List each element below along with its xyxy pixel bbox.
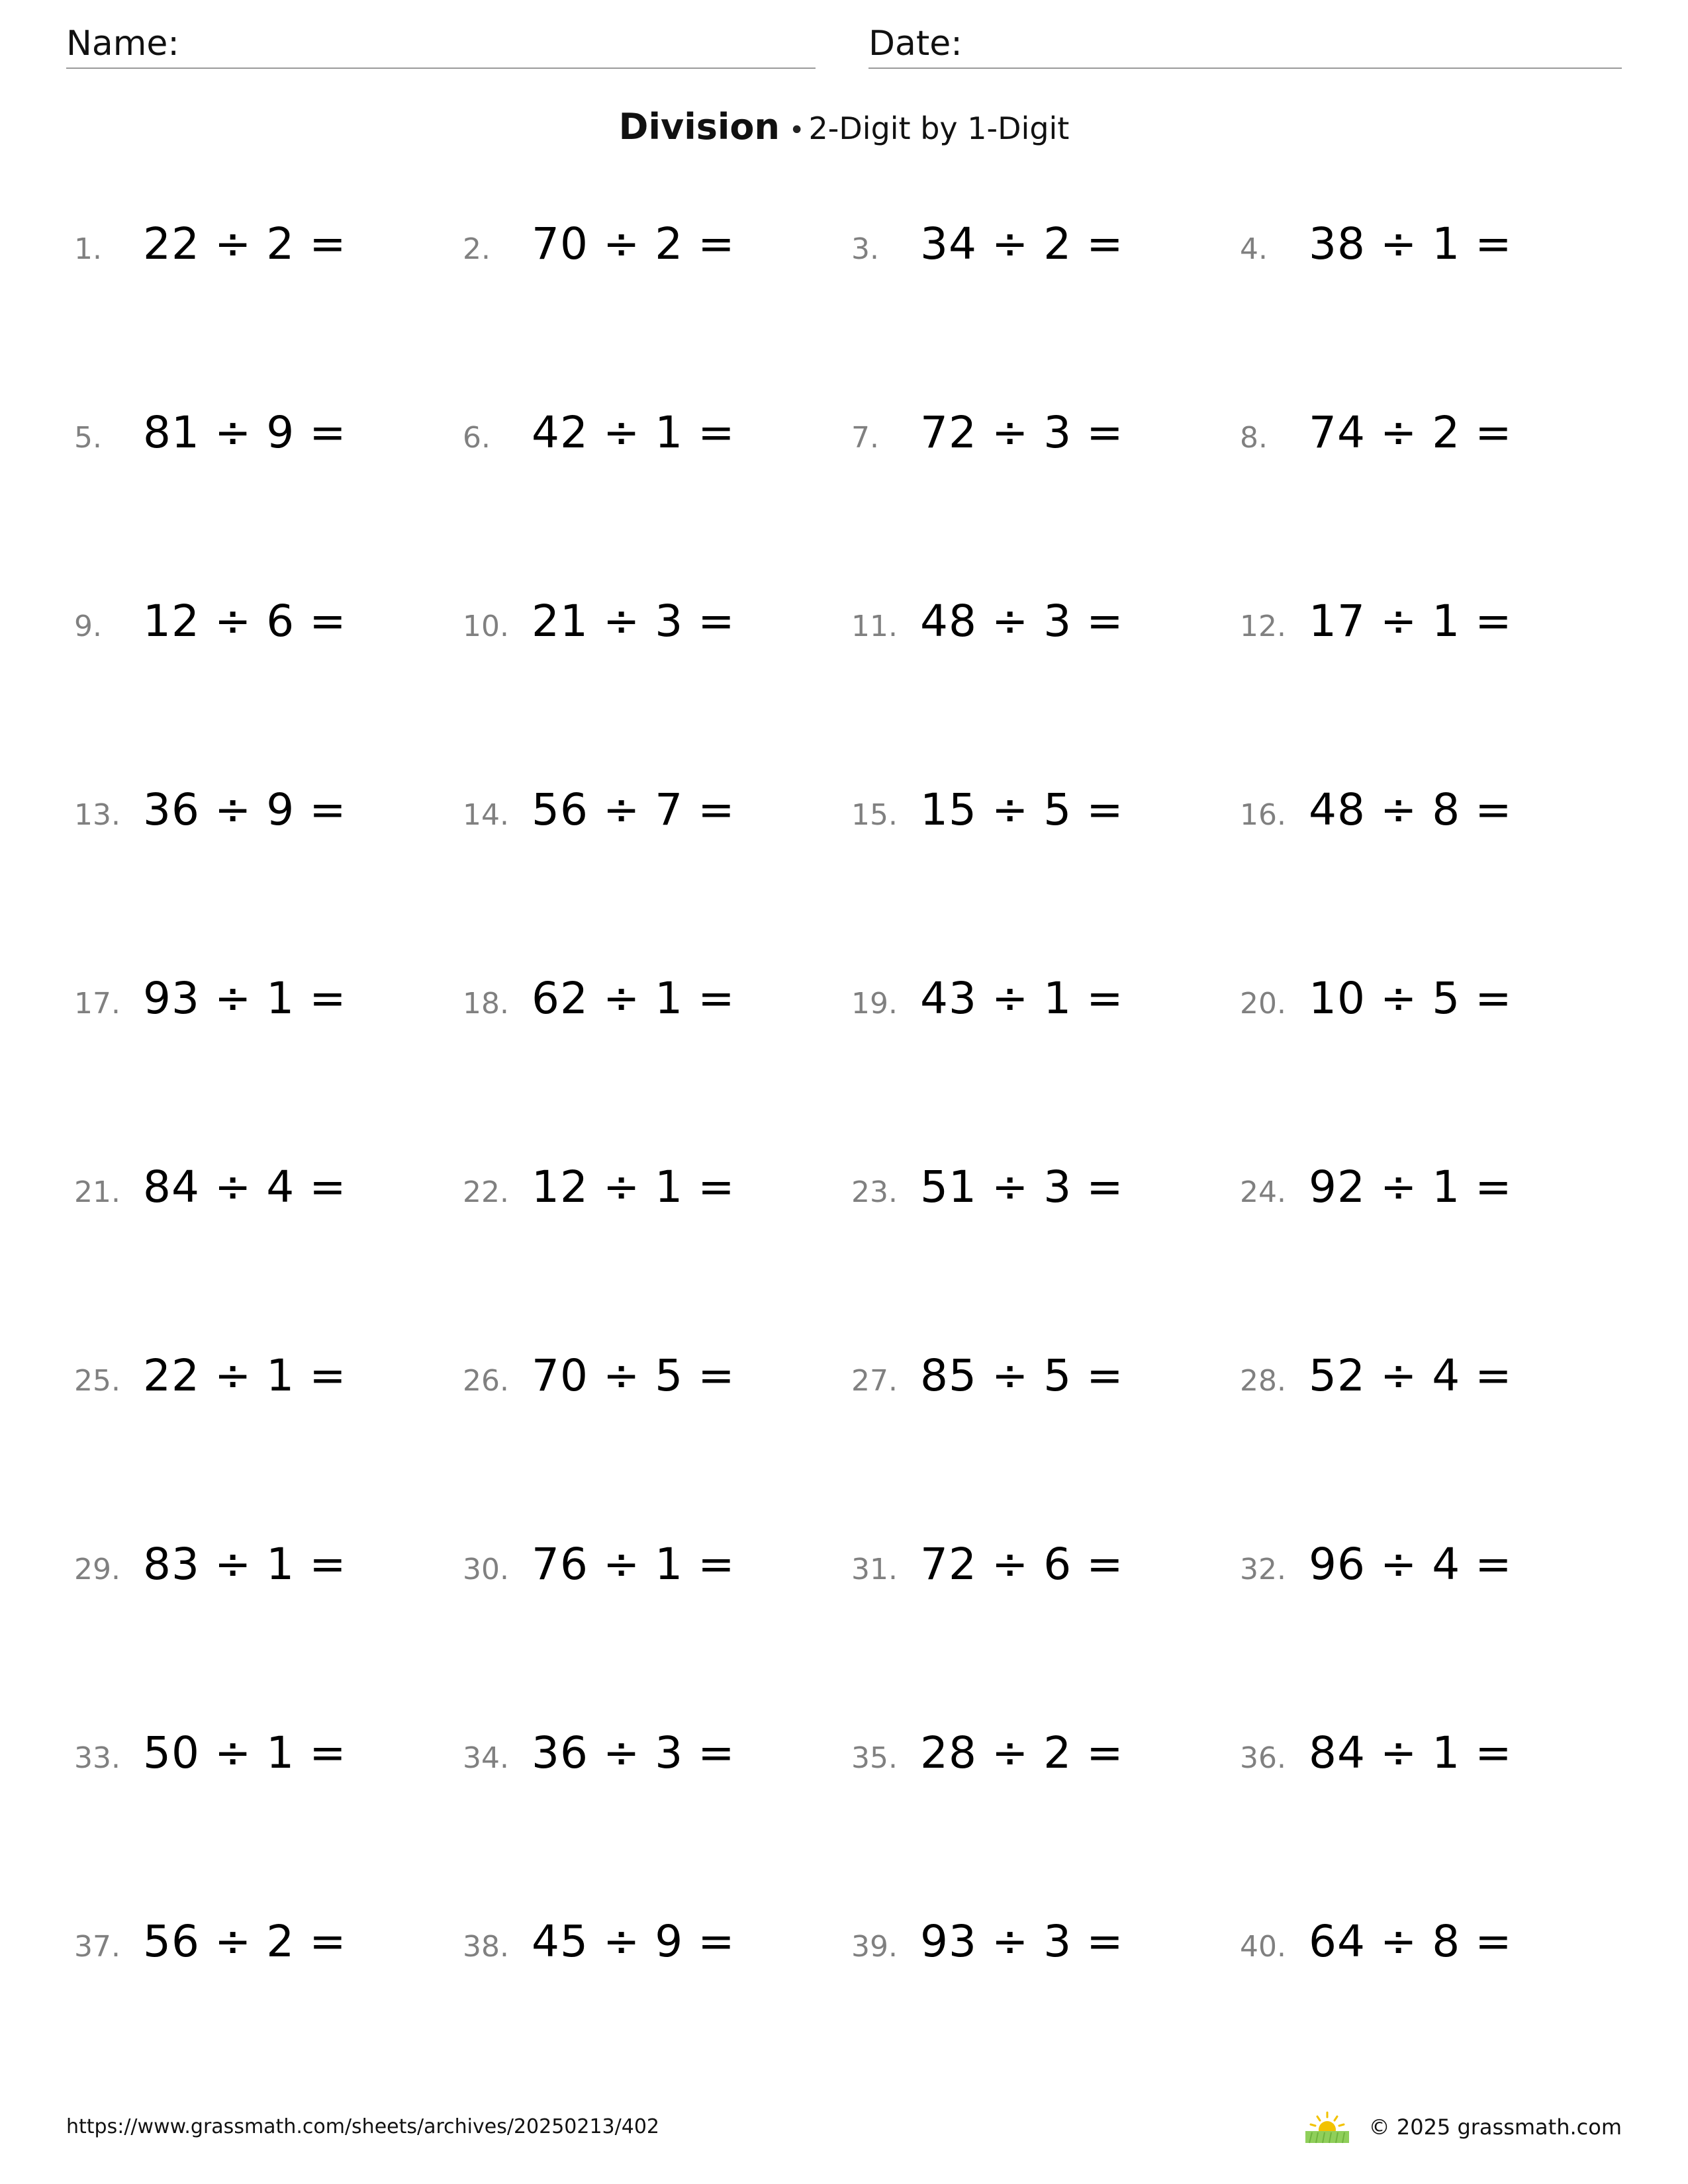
problem-expression: 93 ÷ 1 =: [143, 973, 347, 1024]
problem-item: [74, 784, 463, 864]
problem-item: [74, 596, 463, 675]
problem-item: [1240, 973, 1628, 1052]
problem-expression: 38 ÷ 1 =: [1309, 218, 1513, 269]
problem-number: 29.: [74, 1553, 120, 1586]
problem-number: 39.: [851, 1930, 898, 1964]
problem-number: 19.: [851, 987, 898, 1021]
problem-expression: 85 ÷ 5 =: [920, 1350, 1124, 1401]
problem-number: 25.: [74, 1364, 120, 1398]
problem-item: [851, 1161, 1240, 1241]
problem-expression: 96 ÷ 4 =: [1309, 1539, 1513, 1590]
problem-expression: 84 ÷ 1 =: [1309, 1727, 1513, 1778]
problem-expression: 76 ÷ 1 =: [532, 1539, 735, 1590]
problem-grid: [74, 218, 1636, 2105]
problem-item: [74, 973, 463, 1052]
problem-number: 23.: [851, 1175, 898, 1209]
problem-item: [1240, 218, 1628, 298]
problem-number: 31.: [851, 1553, 898, 1586]
problem-expression: 12 ÷ 6 =: [143, 596, 347, 647]
problem-expression: 21 ÷ 3 =: [532, 596, 735, 647]
problem-number: 2.: [463, 232, 491, 266]
problem-expression: 15 ÷ 5 =: [920, 784, 1124, 835]
problem-item: [1240, 596, 1628, 675]
footer-brand: [1304, 2107, 1622, 2147]
problem-item: [463, 596, 851, 675]
footer-url: https://www.grassmath.com/sheets/archives/20250213/402: [66, 2115, 660, 2138]
problem-expression: 72 ÷ 3 =: [920, 407, 1124, 458]
name-label: Name:: [66, 24, 179, 64]
problem-number: 16.: [1240, 798, 1286, 832]
problem-expression: 48 ÷ 3 =: [920, 596, 1124, 647]
problem-item: [463, 1161, 851, 1241]
problem-number: 14.: [463, 798, 509, 832]
problem-expression: 36 ÷ 3 =: [532, 1727, 735, 1778]
problem-number: 9.: [74, 610, 102, 643]
problem-number: 32.: [1240, 1553, 1286, 1586]
problem-expression: 72 ÷ 6 =: [920, 1539, 1124, 1590]
copyright-text: © 2025 grassmath.com: [1368, 2115, 1622, 2140]
date-field[interactable]: [868, 24, 1622, 69]
problem-item: [74, 407, 463, 486]
problem-expression: 36 ÷ 9 =: [143, 784, 347, 835]
name-field[interactable]: [66, 24, 816, 69]
grass-sun-logo-icon: [1304, 2110, 1350, 2144]
problem-number: 15.: [851, 798, 898, 832]
problem-item: [463, 1350, 851, 1430]
problem-expression: 17 ÷ 1 =: [1309, 596, 1513, 647]
problem-item: [463, 1727, 851, 1807]
problem-item: [1240, 1350, 1628, 1430]
problem-item: [74, 1539, 463, 1618]
problem-number: 5.: [74, 421, 102, 455]
problem-item: [851, 407, 1240, 486]
problem-expression: 70 ÷ 2 =: [532, 218, 735, 269]
problem-number: 13.: [74, 798, 120, 832]
problem-number: 36.: [1240, 1741, 1286, 1775]
problem-number: 34.: [463, 1741, 509, 1775]
problem-expression: 74 ÷ 2 =: [1309, 407, 1513, 458]
problem-expression: 50 ÷ 1 =: [143, 1727, 347, 1778]
problem-item: [851, 1916, 1240, 1995]
problem-number: 3.: [851, 232, 879, 266]
problem-number: 10.: [463, 610, 509, 643]
problem-item: [851, 784, 1240, 864]
problem-number: 33.: [74, 1741, 120, 1775]
problem-expression: 93 ÷ 3 =: [920, 1916, 1124, 1967]
problem-expression: 52 ÷ 4 =: [1309, 1350, 1513, 1401]
worksheet-title: [0, 106, 1688, 148]
problem-number: 37.: [74, 1930, 120, 1964]
problem-number: 28.: [1240, 1364, 1286, 1398]
problem-item: [851, 218, 1240, 298]
problem-number: 12.: [1240, 610, 1286, 643]
problem-number: 11.: [851, 610, 898, 643]
problem-number: 35.: [851, 1741, 898, 1775]
problem-item: [851, 1539, 1240, 1618]
problem-expression: 43 ÷ 1 =: [920, 973, 1124, 1024]
problem-expression: 92 ÷ 1 =: [1309, 1161, 1513, 1212]
problem-item: [463, 784, 851, 864]
problem-expression: 22 ÷ 2 =: [143, 218, 347, 269]
problem-expression: 64 ÷ 8 =: [1309, 1916, 1513, 1967]
problem-number: 22.: [463, 1175, 509, 1209]
problem-item: [463, 1539, 851, 1618]
problem-item: [463, 407, 851, 486]
problem-expression: 83 ÷ 1 =: [143, 1539, 347, 1590]
problem-item: [1240, 1539, 1628, 1618]
problem-number: 7.: [851, 421, 879, 455]
problem-number: 4.: [1240, 232, 1268, 266]
problem-number: 21.: [74, 1175, 120, 1209]
problem-expression: 84 ÷ 4 =: [143, 1161, 347, 1212]
problem-expression: 70 ÷ 5 =: [532, 1350, 735, 1401]
problem-number: 38.: [463, 1930, 509, 1964]
problem-number: 8.: [1240, 421, 1268, 455]
problem-number: 26.: [463, 1364, 509, 1398]
problem-item: [1240, 1727, 1628, 1807]
problem-number: 20.: [1240, 987, 1286, 1021]
problem-item: [74, 1916, 463, 1995]
problem-number: 40.: [1240, 1930, 1286, 1964]
problem-number: 30.: [463, 1553, 509, 1586]
problem-item: [851, 1350, 1240, 1430]
problem-number: 6.: [463, 421, 491, 455]
problem-item: [463, 218, 851, 298]
problem-expression: 34 ÷ 2 =: [920, 218, 1124, 269]
problem-item: [1240, 407, 1628, 486]
problem-expression: 62 ÷ 1 =: [532, 973, 735, 1024]
problem-item: [463, 1916, 851, 1995]
problem-expression: 48 ÷ 8 =: [1309, 784, 1513, 835]
problem-item: [851, 1727, 1240, 1807]
problem-item: [74, 218, 463, 298]
problem-expression: 51 ÷ 3 =: [920, 1161, 1124, 1212]
problem-expression: 45 ÷ 9 =: [532, 1916, 735, 1967]
problem-item: [851, 596, 1240, 675]
problem-expression: 81 ÷ 9 =: [143, 407, 347, 458]
problem-item: [1240, 784, 1628, 864]
title-separator: •: [788, 115, 805, 146]
title-subtitle: 2-Digit by 1-Digit: [808, 111, 1070, 146]
problem-number: 17.: [74, 987, 120, 1021]
problem-expression: 56 ÷ 2 =: [143, 1916, 347, 1967]
problem-item: [74, 1161, 463, 1241]
problem-expression: 28 ÷ 2 =: [920, 1727, 1124, 1778]
problem-expression: 56 ÷ 7 =: [532, 784, 735, 835]
problem-number: 27.: [851, 1364, 898, 1398]
problem-item: [74, 1727, 463, 1807]
problem-item: [74, 1350, 463, 1430]
date-label: Date:: [868, 24, 962, 64]
problem-item: [1240, 1161, 1628, 1241]
title-main: Division: [618, 106, 780, 148]
problem-expression: 22 ÷ 1 =: [143, 1350, 347, 1401]
problem-number: 1.: [74, 232, 102, 266]
problem-expression: 42 ÷ 1 =: [532, 407, 735, 458]
problem-number: 24.: [1240, 1175, 1286, 1209]
problem-expression: 12 ÷ 1 =: [532, 1161, 735, 1212]
problem-item: [851, 973, 1240, 1052]
problem-item: [1240, 1916, 1628, 1995]
problem-number: 18.: [463, 987, 509, 1021]
problem-item: [463, 973, 851, 1052]
problem-expression: 10 ÷ 5 =: [1309, 973, 1513, 1024]
